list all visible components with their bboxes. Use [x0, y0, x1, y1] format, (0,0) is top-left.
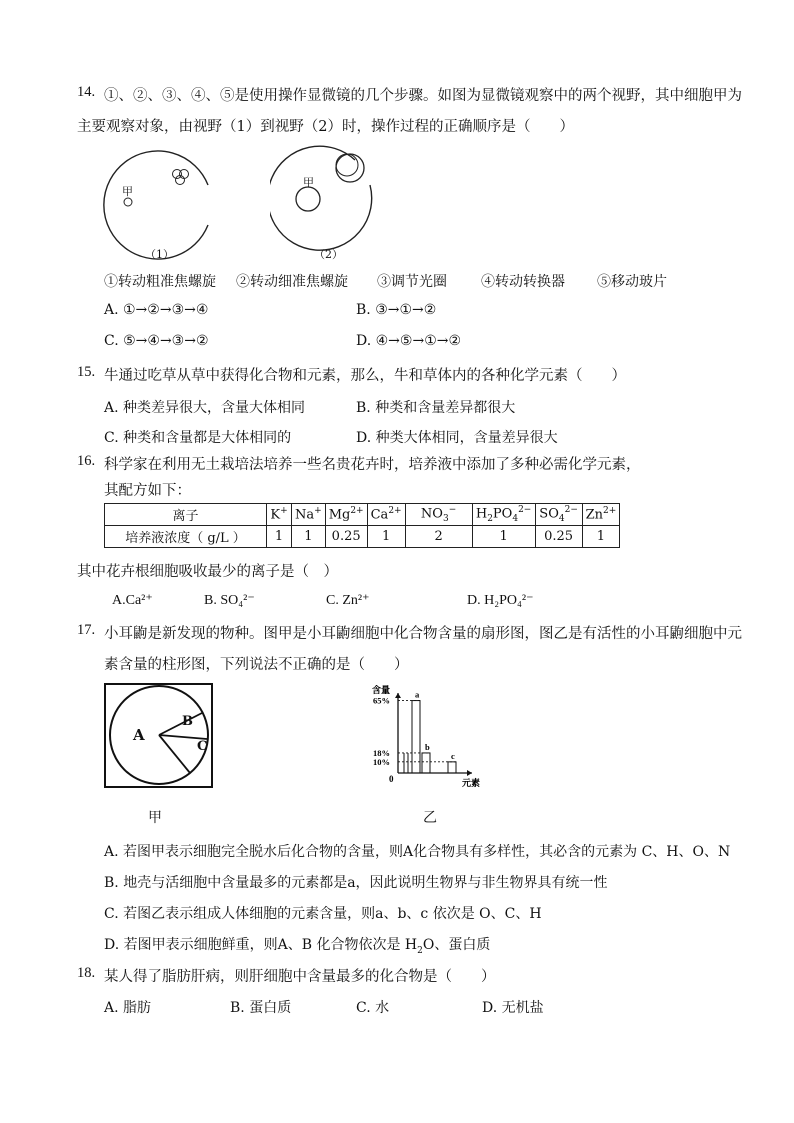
q16-number: 16. [77, 453, 96, 469]
q15-option-d[interactable]: D. 种类大体相同，含量差异很大 [356, 430, 558, 446]
q16-stem-line3: 其中花卉根细胞吸收最少的离子是（ ） [77, 564, 338, 580]
pie-label-b: B [182, 714, 193, 729]
q16-option-a[interactable]: A.Ca²⁺ [112, 593, 153, 608]
field-2-cell-label: 甲 [303, 176, 314, 189]
pie-label-c: C [197, 739, 208, 754]
q14-step-2: ②转动细准焦螺旋 [236, 274, 348, 290]
value-h2po4: 1 [472, 526, 535, 548]
field-1-caption: （1） [145, 248, 174, 261]
q15-option-b[interactable]: B. 种类和含量差异都很大 [356, 400, 516, 416]
q15-number: 15. [77, 364, 96, 380]
q16-stem-line2: 其配方如下： [104, 483, 191, 499]
q14-number: 14. [77, 84, 96, 100]
q14-step-3: ③调节光圈 [377, 274, 447, 290]
figure-jia-caption: 甲 [148, 810, 162, 826]
y-axis-label: 含量 [372, 685, 391, 695]
q17-stem-line1: 小耳鼩是新发现的物种。图甲是小耳鼩细胞中化合物含量的扇形图，图乙是有活性的小耳鼩细胞中元 [104, 626, 742, 642]
microscope-field-2 [270, 145, 380, 255]
ion-cell-na: Na+ [292, 504, 326, 526]
field-1-cell-label: 甲 [122, 185, 133, 198]
bar-label-b: b [425, 741, 430, 752]
q14-step-4: ④转动转换器 [481, 274, 565, 290]
q14-step-5: ⑤移动玻片 [597, 274, 667, 290]
q18-stem: 某人得了脂肪肝病，则肝细胞中含量最多的化合物是（ ） [104, 969, 496, 985]
q15-option-c[interactable]: C. 种类和含量都是大体相同的 [104, 430, 292, 446]
ion-cell-h2po4: $H_2PO_4^{2-}$ [472, 504, 535, 526]
bar-label-c: c [451, 750, 455, 761]
q16-option-c[interactable]: C. Zn²⁺ [326, 593, 370, 608]
pie-label-a: A [133, 726, 145, 744]
value-so4: 0.25 [535, 526, 582, 548]
x-axis-label: 元素 [462, 778, 481, 788]
table-header-row [105, 504, 620, 526]
nutrient-solution-table [104, 503, 620, 548]
q18-number: 18. [77, 965, 96, 981]
table-value-row [105, 526, 620, 548]
q15-stem: 牛通过吃草从草中获得化合物和元素，那么，牛和草体内的各种化学元素（ ） [104, 368, 626, 384]
q16-option-d[interactable]: D. H₂PO₄²⁻ [467, 593, 534, 608]
bar-b [422, 753, 430, 773]
field-2-caption: （2） [314, 248, 343, 261]
y-tick-label: 65% [373, 695, 390, 706]
value-ca: 1 [367, 526, 405, 548]
value-mg: 0.25 [325, 526, 367, 548]
ion-cell-zn: $Zn^{2+}$ [582, 504, 620, 526]
q17-stem-line2: 素含量的柱形图，下列说法不正确的是（ ） [104, 657, 409, 673]
pie-chart-jia [104, 683, 214, 789]
ion-cell-so4: $SO_4^{2-}$ [535, 504, 582, 526]
q17-number: 17. [77, 622, 96, 638]
q18-option-b[interactable]: B. 蛋白质 [230, 1000, 292, 1016]
bar-c [448, 762, 456, 773]
q17-option-c[interactable]: C. 若图乙表示组成人体细胞的元素含量，则a、b、c 依次是 O、C、H [104, 906, 542, 922]
q14-option-c[interactable]: C. ⑤→④→③→② [104, 333, 209, 349]
q14-stem-line1: ①、②、③、④、⑤是使用操作显微镜的几个步骤。如图为显微镜观察中的两个视野，其中细胞甲为 [104, 88, 742, 104]
q18-option-c[interactable]: C. 水 [356, 1000, 390, 1016]
bar-label-a: a [415, 689, 420, 700]
q14-option-d[interactable]: D. ④→⑤→①→② [356, 333, 462, 349]
y-tick-label: 18% [373, 747, 390, 758]
q17-option-b[interactable]: B. 地壳与活细胞中含量最多的元素都是a，因此说明生物界与非生物界具有统一性 [104, 875, 608, 891]
value-k: 1 [267, 526, 292, 548]
y-tick-label: 10% [373, 756, 390, 767]
q14-option-a[interactable]: A. ①→②→③→④ [104, 302, 209, 318]
ion-cell-mg: $Mg^{2+}$ [325, 504, 367, 526]
q17-option-d[interactable]: D. 若图甲表示细胞鲜重，则A、B 化合物依次是 $H_2O$、蛋白质 [104, 937, 491, 956]
value-zn: 1 [582, 526, 620, 548]
bar-chart-yi [360, 685, 500, 790]
q17-option-a[interactable]: A. 若图甲表示细胞完全脱水后化合物的含量，则A化合物具有多样性，其必含的元素为 C、H、O、N [104, 844, 731, 860]
y-axis-arrow-icon [395, 693, 401, 698]
ion-cell-k: K+ [267, 504, 292, 526]
q14-option-b[interactable]: B. ③→①→② [356, 302, 437, 318]
origin-label: 0 [389, 774, 394, 784]
figure-yi-caption: 乙 [423, 810, 437, 826]
table-header-ion-label: 离子 [105, 504, 267, 526]
q15-option-a[interactable]: A. 种类差异很大，含量大体相同 [104, 400, 306, 416]
q18-option-a[interactable]: A. 脂肪 [104, 1000, 152, 1016]
q14-stem-line2: 主要观察对象，由视野（1）到视野（2）时，操作过程的正确顺序是（ ） [77, 119, 574, 135]
q14-step-1: ①转动粗准焦螺旋 [104, 274, 216, 290]
value-no3: 2 [405, 526, 472, 548]
ion-cell-no3: $NO_3^-$ [405, 504, 472, 526]
q18-option-d[interactable]: D. 无机盐 [482, 1000, 544, 1016]
ion-cell-ca: $Ca^{2+}$ [367, 504, 405, 526]
q16-stem-line1: 科学家在利用无土栽培法培养一些名贵花卉时，培养液中添加了多种必需化学元素， [104, 457, 641, 473]
q16-option-b[interactable]: B. SO₄²⁻ [204, 593, 255, 608]
x-axis-arrow-icon [467, 770, 472, 776]
value-na: 1 [292, 526, 326, 548]
table-row-label: 培养液浓度（ g/L ） [105, 526, 267, 548]
